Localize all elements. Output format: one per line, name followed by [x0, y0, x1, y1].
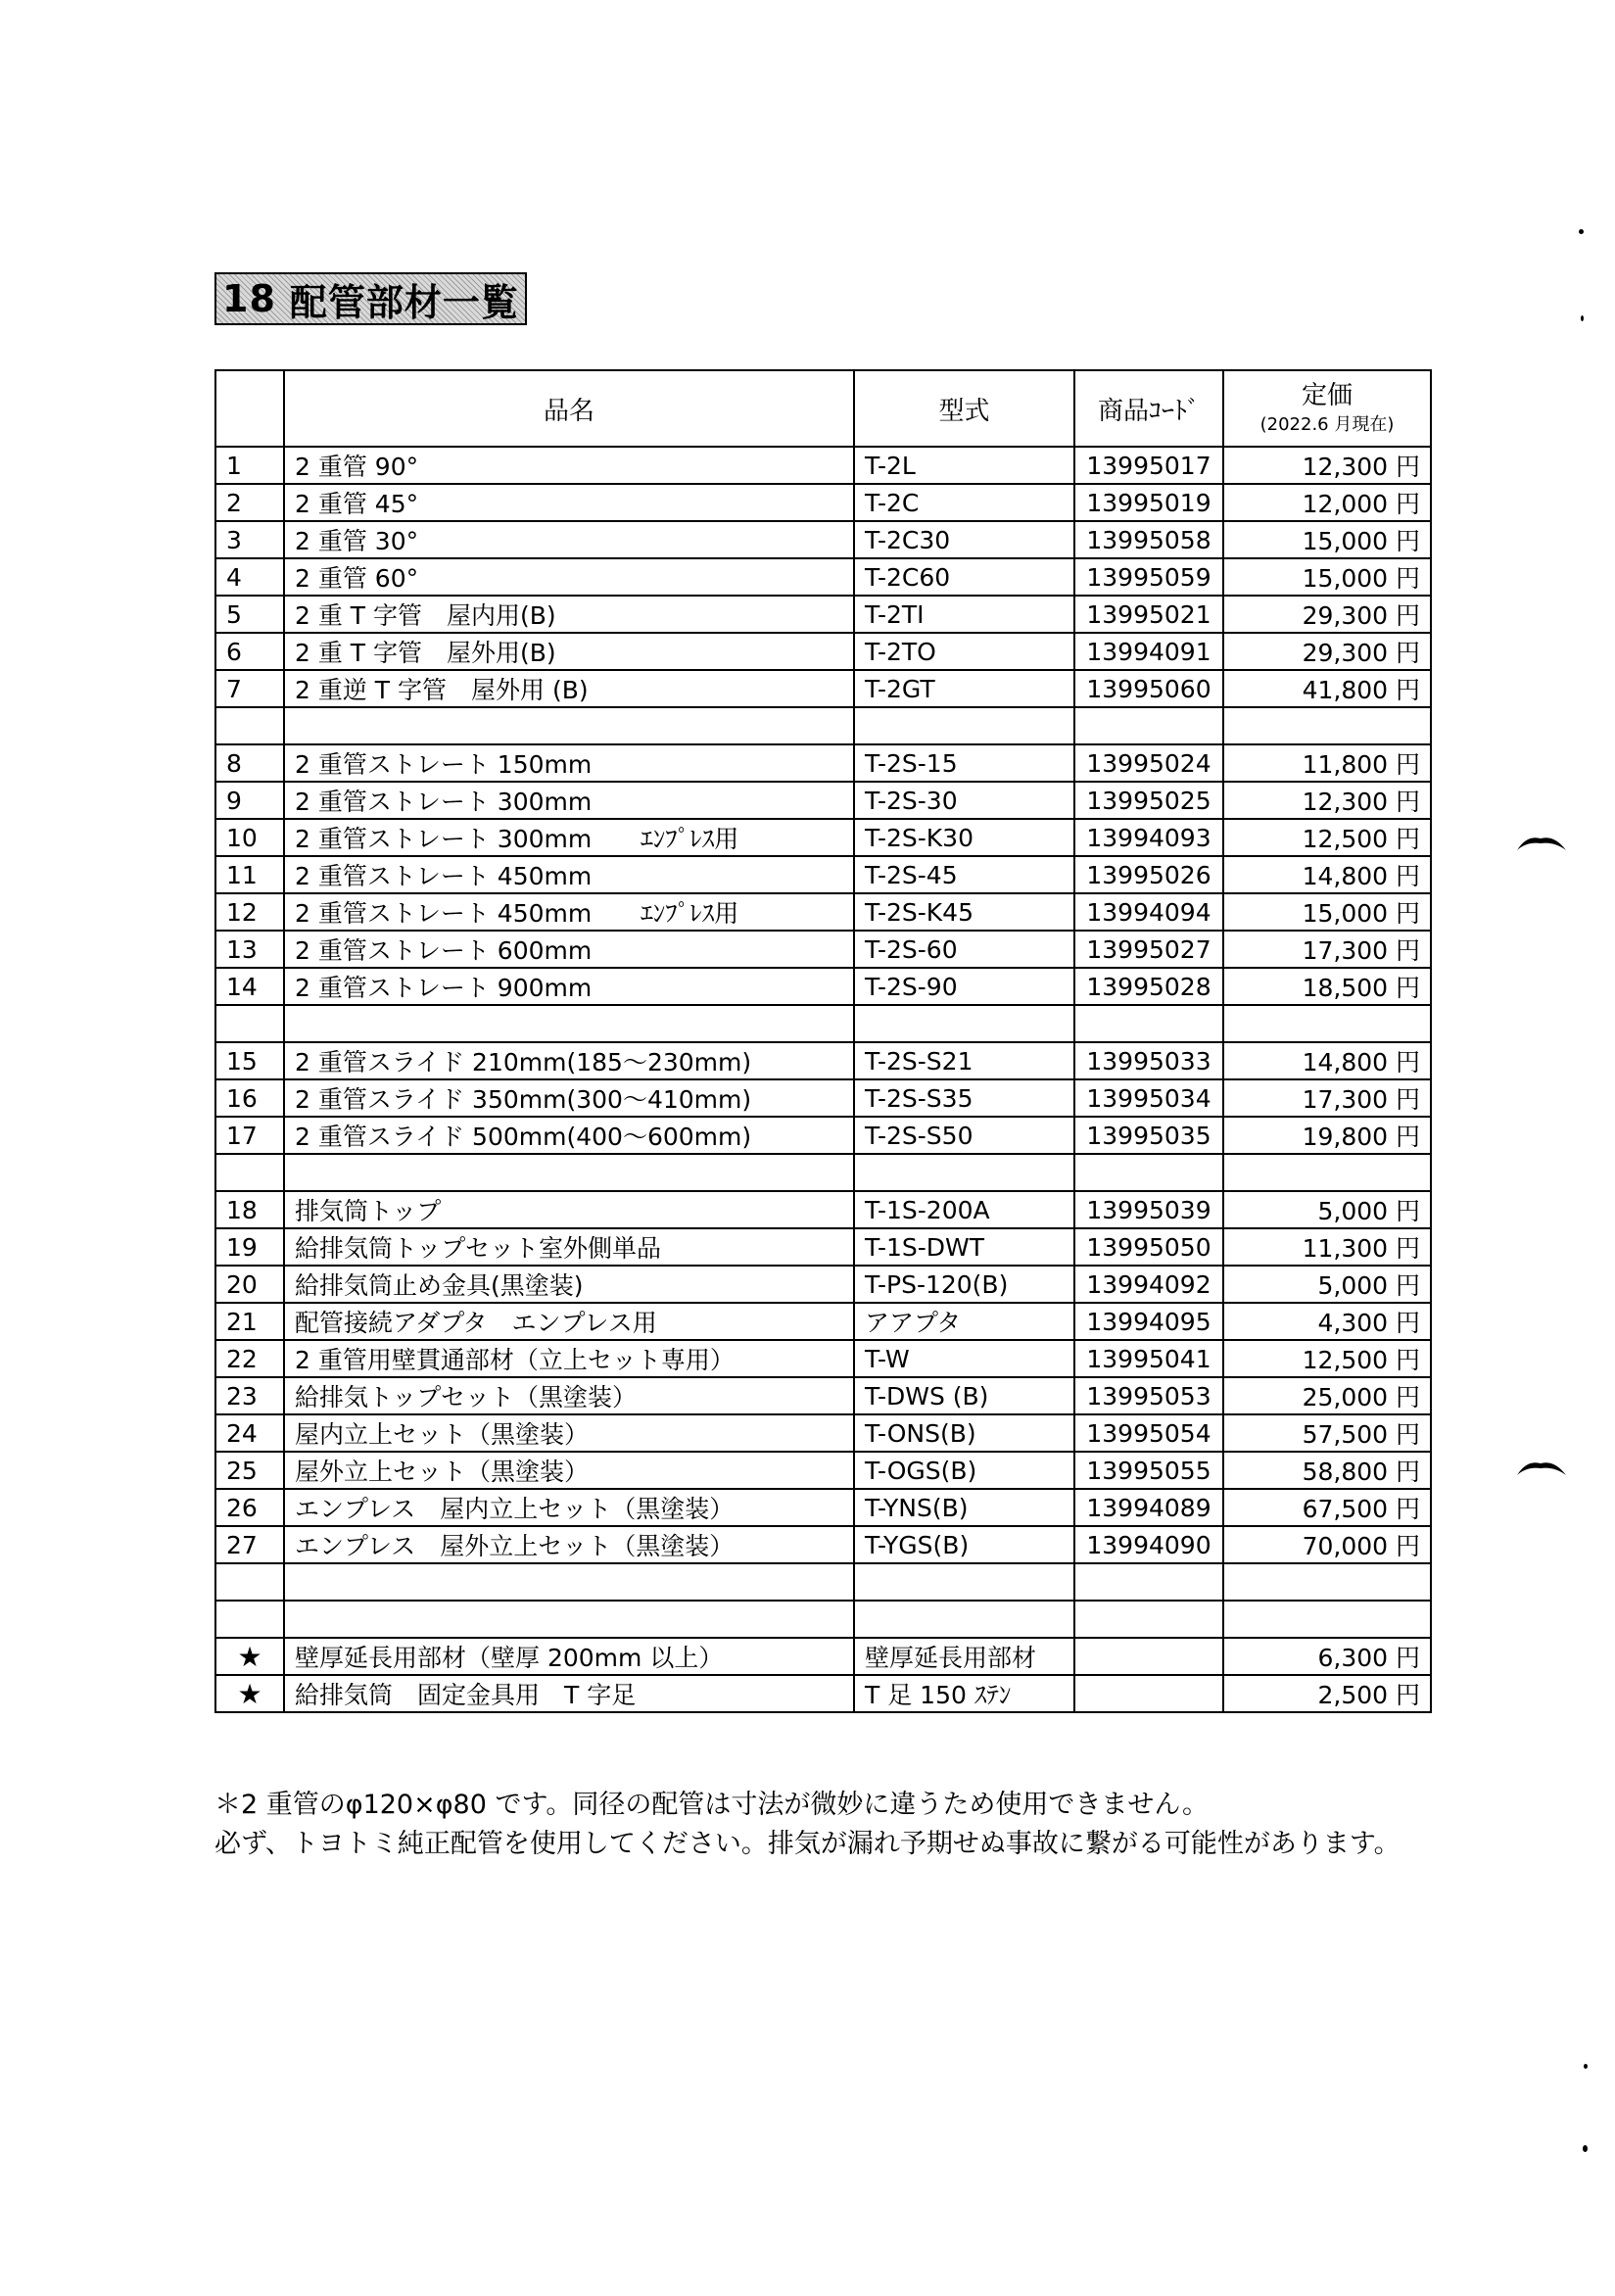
cell-no: 16 — [215, 1079, 284, 1117]
table-row — [215, 968, 1431, 1005]
notes — [214, 1786, 1488, 1864]
cell-code: 13995054 — [1074, 1414, 1223, 1452]
cell-no: 7 — [215, 670, 284, 707]
cell-no — [215, 1601, 284, 1638]
cell-name: 2 重管 90° — [284, 447, 854, 484]
cell-code — [1074, 1005, 1223, 1042]
cell-price — [1223, 707, 1431, 744]
cell-name: 2 重管スライド 210mm(185～230mm) — [284, 1042, 854, 1079]
cell-model — [854, 1563, 1074, 1601]
cell-no: 19 — [215, 1228, 284, 1266]
cell-model — [854, 1601, 1074, 1638]
cell-no: 23 — [215, 1377, 284, 1414]
cell-price: 12,300 円 — [1223, 782, 1431, 819]
cell-price: 58,800 円 — [1223, 1452, 1431, 1489]
cell-price: 17,300 円 — [1223, 931, 1431, 968]
cell-name: 壁厚延長用部材（壁厚 200mm 以上） — [284, 1638, 854, 1675]
scan-speck — [1581, 315, 1584, 321]
cell-no: 12 — [215, 893, 284, 931]
cell-model: T-2S-60 — [854, 931, 1074, 968]
cell-name — [284, 1154, 854, 1191]
cell-model: T-2S-15 — [854, 744, 1074, 782]
table-body — [215, 447, 1431, 1712]
cell-code: 13995025 — [1074, 782, 1223, 819]
table-row — [215, 1117, 1431, 1154]
parts-price-table — [214, 369, 1432, 1713]
header-price-date: (2022.6 月現在) — [1259, 414, 1395, 435]
cell-name: 2 重管 60° — [284, 558, 854, 596]
cell-name: 2 重管 30° — [284, 521, 854, 558]
cell-name: 2 重管ストレート 300mm — [284, 782, 854, 819]
table-row — [215, 670, 1431, 707]
cell-no — [215, 1154, 284, 1191]
cell-model: T-1S-200A — [854, 1191, 1074, 1228]
cell-name: 排気筒トップ — [284, 1191, 854, 1228]
cell-name: エンプレス 屋内立上セット（黒塗装） — [284, 1489, 854, 1526]
note-line: ＊2 重管のφ120×φ80 です。同径の配管は寸法が微妙に違うため使用できません。 — [214, 1790, 1209, 1820]
cell-code: 13995024 — [1074, 744, 1223, 782]
table-row — [215, 558, 1431, 596]
cell-price: 6,300 円 — [1223, 1638, 1431, 1675]
header-no — [215, 370, 284, 447]
cell-name — [284, 1005, 854, 1042]
table-row — [215, 484, 1431, 521]
section-number: 18 — [222, 277, 276, 320]
cell-price: 12,500 円 — [1223, 1340, 1431, 1377]
cell-price — [1223, 1563, 1431, 1601]
cell-code: 13995058 — [1074, 521, 1223, 558]
cell-code: 13995060 — [1074, 670, 1223, 707]
cell-no: 6 — [215, 633, 284, 670]
table-row-blank — [215, 1563, 1431, 1601]
cell-price: 15,000 円 — [1223, 521, 1431, 558]
cell-name: 給排気筒止め金具(黒塗装) — [284, 1266, 854, 1303]
cell-price: 29,300 円 — [1223, 633, 1431, 670]
scan-mark — [1515, 833, 1568, 852]
cell-price: 5,000 円 — [1223, 1266, 1431, 1303]
cell-price — [1223, 1005, 1431, 1042]
cell-no: 11 — [215, 856, 284, 893]
table-row — [215, 1452, 1431, 1489]
cell-no: 4 — [215, 558, 284, 596]
cell-no: 1 — [215, 447, 284, 484]
cell-no: 9 — [215, 782, 284, 819]
note-line: 必ず、トヨトミ純正配管を使用してください。排気が漏れ予期せぬ事故に繋がる可能性があります。 — [214, 1829, 1401, 1859]
cell-name: 2 重管ストレート 900mm — [284, 968, 854, 1005]
cell-price: 11,300 円 — [1223, 1228, 1431, 1266]
cell-model: アアプタ — [854, 1303, 1074, 1340]
cell-name — [284, 1601, 854, 1638]
cell-no: 2 — [215, 484, 284, 521]
cell-price: 12,500 円 — [1223, 819, 1431, 856]
cell-price: 67,500 円 — [1223, 1489, 1431, 1526]
table-row — [215, 521, 1431, 558]
cell-no: 5 — [215, 596, 284, 633]
cell-price: 14,800 円 — [1223, 1042, 1431, 1079]
cell-model: T-2S-S21 — [854, 1042, 1074, 1079]
cell-no: 8 — [215, 744, 284, 782]
cell-price: 25,000 円 — [1223, 1377, 1431, 1414]
table-row — [215, 782, 1431, 819]
cell-model: T-PS-120(B) — [854, 1266, 1074, 1303]
cell-no: 10 — [215, 819, 284, 856]
cell-code — [1074, 1675, 1223, 1712]
cell-name: 2 重管ストレート 150mm — [284, 744, 854, 782]
cell-code: 13994091 — [1074, 633, 1223, 670]
cell-price: 12,300 円 — [1223, 447, 1431, 484]
scan-speck — [1584, 2064, 1588, 2069]
cell-model: T-YNS(B) — [854, 1489, 1074, 1526]
cell-code — [1074, 1563, 1223, 1601]
cell-code: 13995053 — [1074, 1377, 1223, 1414]
cell-name: 屋内立上セット（黒塗装） — [284, 1414, 854, 1452]
cell-model: T-2C30 — [854, 521, 1074, 558]
cell-code: 13994093 — [1074, 819, 1223, 856]
cell-no — [215, 1005, 284, 1042]
cell-model: T-2S-S35 — [854, 1079, 1074, 1117]
cell-model — [854, 1154, 1074, 1191]
cell-name: 2 重管スライド 500mm(400～600mm) — [284, 1117, 854, 1154]
cell-code — [1074, 1601, 1223, 1638]
cell-price: 15,000 円 — [1223, 893, 1431, 931]
cell-name: 2 重 T 字管 屋外用(B) — [284, 633, 854, 670]
cell-code: 13995035 — [1074, 1117, 1223, 1154]
cell-price: 2,500 円 — [1223, 1675, 1431, 1712]
cell-model: T-2TO — [854, 633, 1074, 670]
table-row — [215, 1414, 1431, 1452]
cell-name: 2 重管ストレート 300mm ｴﾝﾌﾟﾚｽ用 — [284, 819, 854, 856]
cell-name: 2 重管 45° — [284, 484, 854, 521]
table-row — [215, 931, 1431, 968]
cell-model: T-2S-S50 — [854, 1117, 1074, 1154]
cell-model: T 足 150 ｽﾃﾝ — [854, 1675, 1074, 1712]
cell-name: 給排気筒 固定金具用 T 字足 — [284, 1675, 854, 1712]
scan-speck — [1583, 2145, 1588, 2152]
table-row — [215, 819, 1431, 856]
header-price-label: 定価 — [1301, 381, 1353, 410]
cell-price — [1223, 1601, 1431, 1638]
table-row — [215, 1638, 1431, 1675]
table-row — [215, 1340, 1431, 1377]
cell-model: T-W — [854, 1340, 1074, 1377]
cell-code: 13995039 — [1074, 1191, 1223, 1228]
cell-code: 13994094 — [1074, 893, 1223, 931]
cell-name: 2 重管ストレート 450mm — [284, 856, 854, 893]
scan-mark — [1515, 1458, 1568, 1477]
cell-no: 18 — [215, 1191, 284, 1228]
cell-model: T-OGS(B) — [854, 1452, 1074, 1489]
cell-price: 41,800 円 — [1223, 670, 1431, 707]
cell-model: T-YGS(B) — [854, 1526, 1074, 1563]
cell-no: 15 — [215, 1042, 284, 1079]
cell-code: 13995033 — [1074, 1042, 1223, 1079]
cell-price: 57,500 円 — [1223, 1414, 1431, 1452]
table-row — [215, 1191, 1431, 1228]
section-title: 配管部材一覧 — [289, 280, 519, 324]
cell-name: 屋外立上セット（黒塗装） — [284, 1452, 854, 1489]
cell-price: 70,000 円 — [1223, 1526, 1431, 1563]
header-price — [1223, 370, 1431, 447]
cell-no — [215, 1563, 284, 1601]
cell-name: エンプレス 屋外立上セット（黒塗装） — [284, 1526, 854, 1563]
table-row-blank — [215, 1601, 1431, 1638]
cell-model — [854, 707, 1074, 744]
cell-code: 13995028 — [1074, 968, 1223, 1005]
cell-name — [284, 707, 854, 744]
header-code: 商品ｺｰﾄﾞ — [1074, 370, 1223, 447]
cell-model: T-2C — [854, 484, 1074, 521]
cell-price: 18,500 円 — [1223, 968, 1431, 1005]
cell-price: 4,300 円 — [1223, 1303, 1431, 1340]
cell-no: 26 — [215, 1489, 284, 1526]
cell-name — [284, 1563, 854, 1601]
cell-price: 14,800 円 — [1223, 856, 1431, 893]
table-row — [215, 1377, 1431, 1414]
table-row-blank — [215, 1154, 1431, 1191]
cell-code: 13995050 — [1074, 1228, 1223, 1266]
cell-code: 13994092 — [1074, 1266, 1223, 1303]
cell-price: 17,300 円 — [1223, 1079, 1431, 1117]
cell-model: T-2S-30 — [854, 782, 1074, 819]
cell-name: 2 重管用壁貫通部材（立上セット専用） — [284, 1340, 854, 1377]
table-row — [215, 1303, 1431, 1340]
table-row — [215, 1042, 1431, 1079]
cell-code: 13995027 — [1074, 931, 1223, 968]
table-row — [215, 1266, 1431, 1303]
cell-code: 13995017 — [1074, 447, 1223, 484]
cell-model: T-ONS(B) — [854, 1414, 1074, 1452]
cell-no: 27 — [215, 1526, 284, 1563]
table-row — [215, 893, 1431, 931]
section-heading — [214, 272, 527, 325]
cell-price: 29,300 円 — [1223, 596, 1431, 633]
cell-code — [1074, 707, 1223, 744]
header-name: 品名 — [284, 370, 854, 447]
cell-model: T-2L — [854, 447, 1074, 484]
cell-price: 15,000 円 — [1223, 558, 1431, 596]
cell-no: 3 — [215, 521, 284, 558]
cell-model: T-2S-90 — [854, 968, 1074, 1005]
cell-code: 13995041 — [1074, 1340, 1223, 1377]
table-row — [215, 596, 1431, 633]
cell-model: T-1S-DWT — [854, 1228, 1074, 1266]
table-row — [215, 633, 1431, 670]
cell-model: T-2GT — [854, 670, 1074, 707]
cell-code — [1074, 1638, 1223, 1675]
cell-no: 21 — [215, 1303, 284, 1340]
table-row — [215, 1228, 1431, 1266]
cell-price: 19,800 円 — [1223, 1117, 1431, 1154]
table-row — [215, 1079, 1431, 1117]
table-row-blank — [215, 707, 1431, 744]
cell-model: T-2S-K30 — [854, 819, 1074, 856]
table-row-blank — [215, 1005, 1431, 1042]
cell-code: 13995055 — [1074, 1452, 1223, 1489]
cell-model: T-2S-45 — [854, 856, 1074, 893]
cell-code: 13994089 — [1074, 1489, 1223, 1526]
cell-model: T-2C60 — [854, 558, 1074, 596]
cell-code: 13994090 — [1074, 1526, 1223, 1563]
cell-model: 壁厚延長用部材 — [854, 1638, 1074, 1675]
cell-no: 13 — [215, 931, 284, 968]
cell-price — [1223, 1154, 1431, 1191]
cell-code: 13995059 — [1074, 558, 1223, 596]
cell-no: ★ — [215, 1638, 284, 1675]
cell-no: 17 — [215, 1117, 284, 1154]
cell-name: 2 重管ストレート 600mm — [284, 931, 854, 968]
table-row — [215, 1675, 1431, 1712]
table-row — [215, 1489, 1431, 1526]
table-row — [215, 1526, 1431, 1563]
cell-no: 25 — [215, 1452, 284, 1489]
cell-code: 13995026 — [1074, 856, 1223, 893]
table-row — [215, 447, 1431, 484]
cell-code: 13995021 — [1074, 596, 1223, 633]
cell-code: 13995034 — [1074, 1079, 1223, 1117]
table-row — [215, 744, 1431, 782]
scan-speck — [1579, 229, 1584, 234]
cell-name: 2 重 T 字管 屋内用(B) — [284, 596, 854, 633]
cell-code — [1074, 1154, 1223, 1191]
cell-no: 24 — [215, 1414, 284, 1452]
cell-model: T-DWS (B) — [854, 1377, 1074, 1414]
cell-code: 13994095 — [1074, 1303, 1223, 1340]
table-header-row — [215, 370, 1431, 447]
cell-name: 給排気トップセット（黒塗装） — [284, 1377, 854, 1414]
cell-no: 22 — [215, 1340, 284, 1377]
cell-no — [215, 707, 284, 744]
cell-name: 2 重管スライド 350mm(300～410mm) — [284, 1079, 854, 1117]
cell-price: 5,000 円 — [1223, 1191, 1431, 1228]
cell-model: T-2S-K45 — [854, 893, 1074, 931]
cell-name: 給排気筒トップセット室外側単品 — [284, 1228, 854, 1266]
cell-price: 11,800 円 — [1223, 744, 1431, 782]
cell-name: 2 重管ストレート 450mm ｴﾝﾌﾟﾚｽ用 — [284, 893, 854, 931]
cell-no: ★ — [215, 1675, 284, 1712]
cell-no: 20 — [215, 1266, 284, 1303]
cell-model — [854, 1005, 1074, 1042]
header-model: 型式 — [854, 370, 1074, 447]
cell-name: 2 重逆 T 字管 屋外用 (B) — [284, 670, 854, 707]
table-row — [215, 856, 1431, 893]
cell-no: 14 — [215, 968, 284, 1005]
cell-price: 12,000 円 — [1223, 484, 1431, 521]
cell-code: 13995019 — [1074, 484, 1223, 521]
cell-name: 配管接続アダプタ エンプレス用 — [284, 1303, 854, 1340]
cell-model: T-2TI — [854, 596, 1074, 633]
